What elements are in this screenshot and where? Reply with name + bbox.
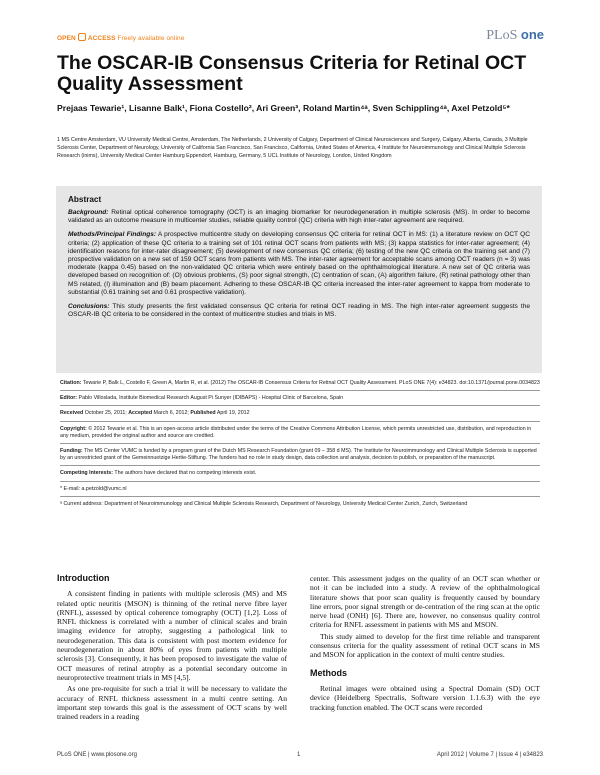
footer-issue: April 2012 | Volume 7 | Issue 4 | e34823 [436,752,543,758]
intro-paragraph-3: center. This assessment judges on the quality of an OCT scan whether or not it can be included into a study. A review of the ophthalmological literature shows that poor scan quality is frequently caused by boundary line errors, poor signal strength or de-centration of the ring scan at the optic nerve head (ONH) [6]. There are, however, no consensus quality control criteria for RNFL assessment in patients with MS and MSON. [310,574,540,630]
competing-interests [60,470,540,477]
conclusions-label: Conclusions: [68,303,110,311]
left-column [57,574,287,723]
current-address: ᵃ Current address: Department of Neuroimmunology and Clinical Multiple Sclerosis Research, Department of Neurology, University Medical Center Zurich, Zurich, Switzerland [60,500,468,507]
methods-paragraph-1: Retinal images were obtained using a Spectral Domain (SD) OCT device (Heidelberg Spectralis, Software version 1.1.6.3) with the eye tracking function enabled. The OCT scans were recorded [310,683,540,712]
plos-one-logo[interactable] [486,27,544,44]
methods-text: A prospective multicentre study on developing consensus QC criteria for retinal OCT in MS: (1) a literature review on OCT QC criteria; (2) application of these QC criteria to a training set of 101 retinal OCT scans from patients with MS; (3) kappa statistics for inter-rater agreement; (4) identification reasons for inter-rater disagreement; (5) development of new consensus QC criteria; (6) testing of the new QC criteria on the training set and (7) prospective validation on a new set of 159 OCT scans from patients with MS. The inter-rater agreement for acceptable scans among OCT readers (n = 3) was moderate (kappa 0.45) based on the non-validated QC criteria which were entirely based on the ophthalmological literature. A new set of QC criteria was developed based on recognition of: (O) obvious problems, (S) poor signal strength, (C) centration of scan, (A) algorithm failure, (R) retinal pathology other than MS related, (I) illumination and (B) beam placement. Adhering to these OSCAR-IB QC criteria increased the inter-rater agreement to kappa from moderate to substantial (0.61 training set and 0.61 prospective validation). [68,231,530,296]
page-number: 1 [297,752,301,758]
published-date: April 19, 2012 [215,410,250,417]
abstract-background [68,209,530,225]
accepted-date: March 6, 2012; [152,410,191,417]
abstract-conclusions [68,303,530,319]
competing-label: Competing Interests: [60,470,113,477]
freely-available-label: Freely available online [117,35,185,42]
abstract-box [56,186,542,373]
open-label: OPEN [57,35,76,42]
email[interactable]: * E-mail: a.petzold@vumc.nl [60,485,127,492]
citation-label: Citation: [60,380,82,386]
divider [60,443,540,444]
divider [60,405,540,406]
abstract-heading: Abstract [68,195,102,204]
affiliations: 1 MS Centre Amsterdam, VU University Medical Centre, Amsterdam, The Netherlands, 2 University of Calgary, Department of Clinical Neurosciences and Surgery, Calgary, Alberta, Canada, 3 Multiple Sclerosis Center, Department of Neurology, University of California San Francisco, San Francisco, California, United States of America, 4 Institute for Neuroimmunology and Clinical Multiple Sclerosis Research (inims), University Medical Center Hamburg Eppendorf, Hamburg, Germany, 5 UCL Institute of Neurology, London, United Kingdom [57,137,528,159]
intro-paragraph-2: As one pre-requisite for such a trial it will be necessary to validate the accuracy of RNFL thickness assessment in a multi centre setting. An important step towards this goal is the assessment of OCT scans by well trained readers in a reading [57,684,287,722]
intro-paragraph-4: This study aimed to develop for the first time reliable and transparent consensus criteria for the quality assessment of retinal OCT scans in MS and MSON for application in the context of multi centre studies. [310,631,540,660]
logo-one: one [520,27,544,42]
background-text: Retinal optical coherence tomography (OCT) is an imaging biomarker for neurodegeneration in multiple sclerosis (MS). In order to become validated as an outcome measure in multicenter studies, reliable quality control (QC) criteria with high inter-rater agreement are required. [68,209,530,225]
divider [60,496,540,497]
funding [60,448,540,462]
methods-label: Methods/Principal Findings: [68,231,157,239]
logo-plos: PLoS [486,28,518,43]
article-title: The OSCAR-IB Consensus Criteria for Retinal OCT Quality Assessment [57,52,527,95]
copyright-text: © 2012 Tewarie et al. This is an open-access article distributed under the terms of the Creative Commons Attribution License, which permits unrestricted use, distribution, and reproduction in any medium, provided the original author and source are credited. [60,425,532,439]
dates [60,410,540,417]
accepted-label: Accepted [128,410,153,417]
author-list: Prejaas Tewarie¹, Lisanne Balk¹, Fiona Costello², Ari Green³, Roland Martin⁴ᵃ, Sven Schippling⁴ᵃ, Axel Petzold⁵* [57,103,510,113]
editor [60,395,540,402]
editor-label: Editor: [60,395,78,402]
divider [60,465,540,466]
published-label: Published [190,410,216,417]
divider [60,390,540,391]
received-label: Received [60,410,84,417]
copyright [60,426,540,440]
right-column [310,574,540,714]
methods-heading: Methods [310,667,347,678]
intro-paragraph-1: A consistent finding in patients with multiple sclerosis (MS) and MS related optic neuritis (MSON) is thinning of the retinal nerve fibre layer (RNFL), assessed by optical coherence tomography (OCT) [1,2]. Loss of RNFL thickness is correlated with a number of clinical scales and brain imaging evidence for atrophy, suggesting a pathological link to neurodegeneration. This data is consistent with post mortem evidence for neurodegeneration in about 80% of eyes from patients with multiple sclerosis [3]. Consequently, it has been proposed to investigate the value of OCT measures of retinal atrophy as a potential secondary outcome in neuroprotective treatment trials in MS [4,5]. [57,589,287,682]
competing-text: The authors have declared that no competing interests exist. [112,470,257,477]
page-footer [57,752,543,758]
page-header [57,27,544,47]
funding-text: The MS Center VUMC is funded by a program grant of the Dutch MS Research Foundation (grant 09 – 358 d MS). The Institute for Neuroimmunology and Clinical Multiple Sclerosis is supported by an unrestricted grant of the Gemeinnuetzige Hertie-Stiftung. The funders had no role in study design, data collection and analysis, decision to publish, or preparation of the manuscript. [60,448,537,462]
funding-label: Funding: [60,448,83,455]
editor-text: Pablo Villoslada, Institute Biomedical Research August Pi Sunyer (IDIBAPS) - Hospital Clinic of Barcelona, Spain [77,395,344,402]
citation [60,380,540,387]
background-label: Background: [68,209,109,216]
open-access-badge[interactable] [57,33,184,42]
conclusions-text: This study presents the first validated consensus QC criteria for retinal OCT reading in MS. The high inter-rater agreement suggests the OSCAR-IB QC criteria to be considered in the context of multicentre studies and trials in MS. [68,303,530,319]
open-lock-icon [78,33,86,41]
divider [60,421,540,422]
copyright-label: Copyright: [60,425,87,432]
abstract-methods [68,231,530,297]
access-label: ACCESS [87,35,116,42]
citation-text[interactable]: Tewarie P, Balk L, Costello F, Green A, Martin R, et al. (2012) The OSCAR-IB Consensus Criteria for Retinal OCT Quality Assessment. PLoS ONE 7(4): e34823. doi:10.1371/journal.pone.0034823 [81,380,540,386]
introduction-heading: Introduction [57,573,110,583]
divider [60,481,540,482]
footer-journal[interactable]: PLoS ONE | www.plosone.org [57,752,137,758]
received-date: October 25, 2011; [83,410,129,417]
article-metadata [60,380,540,511]
